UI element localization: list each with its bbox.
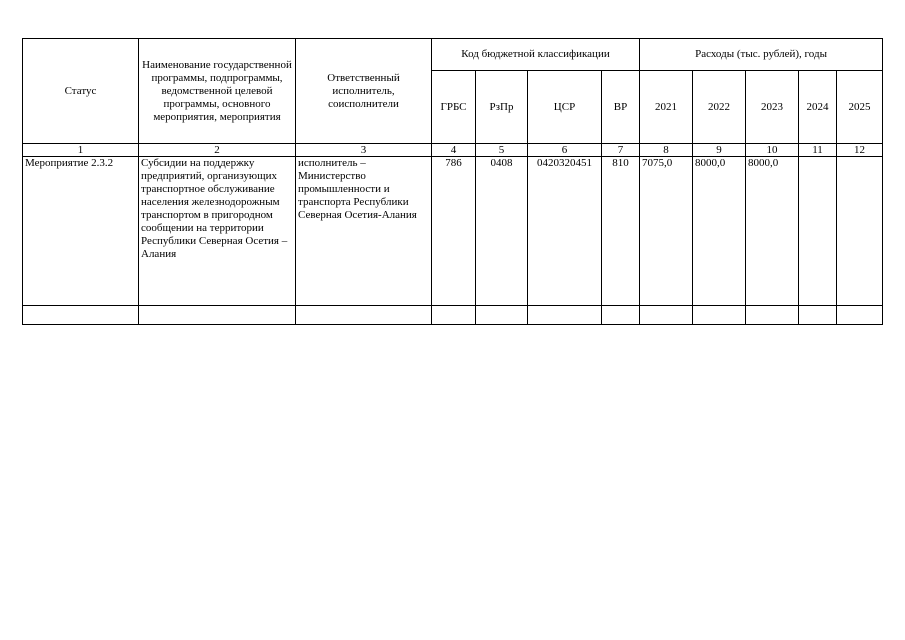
empty-cell: [476, 306, 528, 325]
row-expense-2021: 7075,0: [640, 157, 693, 306]
empty-cell: [837, 306, 883, 325]
empty-cell: [528, 306, 602, 325]
column-number: 1: [23, 144, 139, 157]
empty-cell: [23, 306, 139, 325]
header-status: Статус: [23, 39, 139, 144]
column-number: 8: [640, 144, 693, 157]
header-row-1: [23, 39, 883, 71]
row-responsible: исполнитель – Министерство промышленности и транспорта Республики Северная Осетия-Алания: [296, 157, 432, 306]
row-expense-2025: [837, 157, 883, 306]
row-grbs: 786: [432, 157, 476, 306]
header-year-2024: 2024: [799, 71, 837, 144]
header-year-2021: 2021: [640, 71, 693, 144]
header-vr: ВР: [602, 71, 640, 144]
table-row: [23, 157, 883, 306]
empty-cell: [640, 306, 693, 325]
header-rzpr: РзПр: [476, 71, 528, 144]
column-number: 2: [139, 144, 296, 157]
empty-cell: [139, 306, 296, 325]
header-year-2025: 2025: [837, 71, 883, 144]
header-name: Наименование государственной программы, подпрограммы, ведомственной целевой программы, основного мероприятия, мероприятия: [139, 39, 296, 144]
column-number: 7: [602, 144, 640, 157]
header-csr: ЦСР: [528, 71, 602, 144]
empty-cell: [432, 306, 476, 325]
header-expenses: Расходы (тыс. рублей), годы: [640, 39, 883, 71]
column-number: 3: [296, 144, 432, 157]
budget-table: [22, 38, 883, 325]
header-year-2023: 2023: [746, 71, 799, 144]
empty-cell: [799, 306, 837, 325]
row-status: Мероприятие 2.3.2: [23, 157, 139, 306]
row-csr: 0420320451: [528, 157, 602, 306]
column-number: 4: [432, 144, 476, 157]
empty-cell: [746, 306, 799, 325]
header-grbs: ГРБС: [432, 71, 476, 144]
column-number: 6: [528, 144, 602, 157]
empty-row: [23, 306, 883, 325]
header-responsible: Ответственный исполнитель, соисполнители: [296, 39, 432, 144]
header-year-2022: 2022: [693, 71, 746, 144]
column-number: 12: [837, 144, 883, 157]
row-name: Субсидии на поддержку предприятий, организующих транспортное обслуживание населения железнодорожным транспортом в пригородном сообщении на территории Республики Северная Осетия – Алания: [139, 157, 296, 306]
empty-cell: [296, 306, 432, 325]
column-numbers-row: [23, 144, 883, 157]
row-expense-2024: [799, 157, 837, 306]
column-number: 9: [693, 144, 746, 157]
column-number: 11: [799, 144, 837, 157]
empty-cell: [602, 306, 640, 325]
empty-cell: [693, 306, 746, 325]
row-expense-2023: 8000,0: [746, 157, 799, 306]
column-number: 10: [746, 144, 799, 157]
row-vr: 810: [602, 157, 640, 306]
row-expense-2022: 8000,0: [693, 157, 746, 306]
header-budget-code: Код бюджетной классификации: [432, 39, 640, 71]
column-number: 5: [476, 144, 528, 157]
row-rzpr: 0408: [476, 157, 528, 306]
